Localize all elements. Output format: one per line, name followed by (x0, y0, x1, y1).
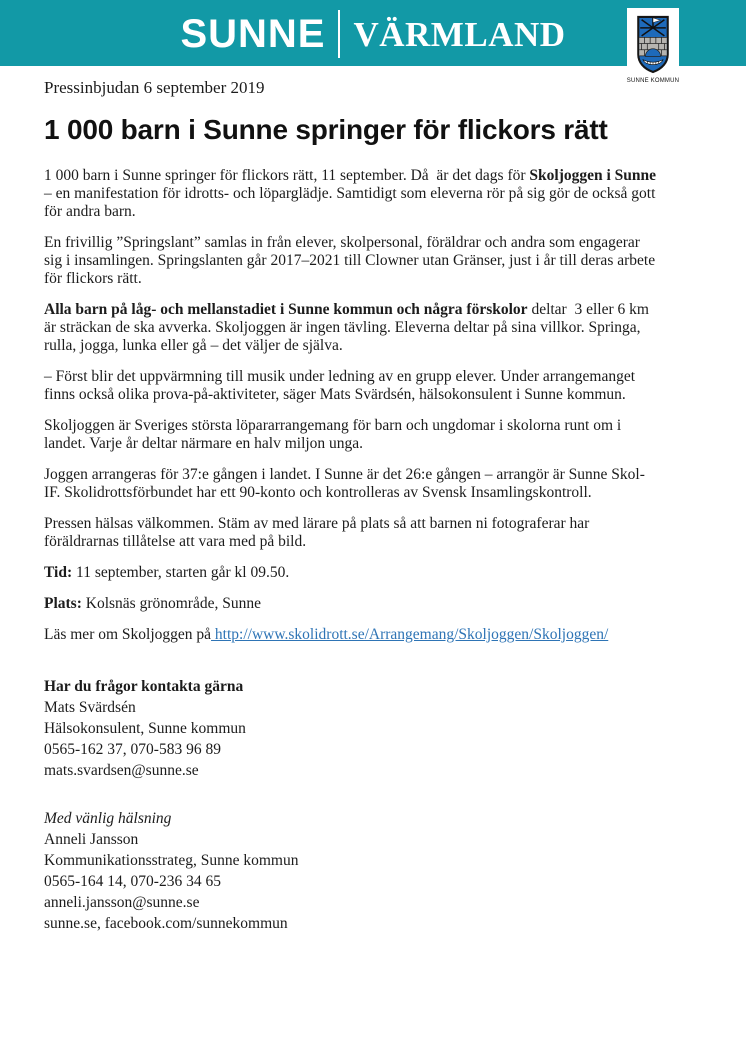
text: deltar 3 eller 6 km är sträckan de ska avverka. Skoljoggen är ingen tävling. Eleverna deltar på sina villkor. Springa, rulla, jogga, lunka eller gå – det väljer de själva. (44, 301, 653, 354)
date-line: Pressinbjudan 6 september 2019 (44, 78, 265, 97)
intro-paragraph (44, 167, 660, 221)
bold-text: Alla barn på låg- och mellanstadiet i Sunne kommun och några förskolor (44, 301, 528, 318)
logo-caption: SUNNE KOMMUN (626, 78, 680, 84)
text: 1 000 barn i Sunne springer för flickors rätt, 11 september. Då är det dags för (44, 167, 530, 184)
read-more-line (44, 626, 660, 644)
brand-sunne-text: SUNNE (180, 12, 326, 56)
brand-varmland-text: VÄRMLAND (353, 14, 566, 54)
municipality-logo (627, 8, 679, 100)
signature-block (44, 808, 660, 934)
skoljoggen-link[interactable]: http://www.skolidrott.se/Arrangemang/Skoljoggen/Skoljoggen/ (211, 626, 609, 643)
text: Joggen arrangeras för 37:e gången i landet. I Sunne är det 26:e gången – arrangör är Sunne Skol-IF. Skolidrottsförbundet har ett 90-konto och kontrolleras av Svensk Insamlingskontroll. (44, 466, 645, 501)
contact-heading: Har du frågor kontakta gärna (44, 678, 244, 695)
text: Pressen hälsas välkommen. Stäm av med lärare på plats så att barnen ni fotograferar har föräldrarnas tillåtelse att vara med på bild. (44, 515, 594, 550)
signature-lines (44, 829, 660, 934)
text: Skoljoggen är Sveriges största löpararrangemang för barn och ungdomar i skolorna runt om i landet. Varje år deltar närmare en halv miljon unga. (44, 417, 626, 452)
place-line (44, 595, 660, 613)
text: – en manifestation för idrotts- och löparglädje. Samtidigt som eleverna rör på sig gör de också gott för andra barn. (44, 167, 660, 220)
brand-lockup (180, 10, 565, 58)
text-line: Anneli Jansson (44, 831, 139, 848)
bold-text: Tid: (44, 564, 73, 581)
contact-block (44, 676, 660, 781)
text: 11 september, starten går kl 09.50. (72, 564, 290, 581)
text: Läs mer om Skoljoggen på (44, 626, 212, 643)
quote-paragraph (44, 368, 660, 404)
text: En frivillig ”Springslant” samlas in från elever, skolpersonal, föräldrar och andra som engagerar sig i insamlingen. Springslanten går 2017–2021 till Clowner utan Gränser, just i år till deras arbete för flickors rätt. (44, 234, 659, 287)
contact-lines (44, 697, 660, 781)
time-line (44, 564, 660, 582)
paragraphs-section (44, 167, 660, 644)
bold-text: Skoljoggen i Sunne (529, 167, 657, 184)
coat-of-arms-icon (634, 13, 672, 75)
text-line: mats.svardsen@sunne.se (44, 762, 199, 779)
signature-salutation: Med vänlig hälsning (44, 810, 172, 827)
text-line: 0565-162 37, 070-583 96 89 (44, 741, 221, 758)
bold-text: Plats: (44, 595, 82, 612)
springslant-paragraph (44, 234, 660, 288)
text-line: sunne.se, facebook.com/sunnekommun (44, 915, 288, 932)
skoljoggen-info-paragraph (44, 417, 660, 453)
text-line: Mats Svärdsén (44, 699, 136, 716)
press-welcome-paragraph (44, 515, 660, 551)
brand-divider (338, 10, 340, 58)
page-title: 1 000 barn i Sunne springer för flickors rätt (44, 114, 608, 145)
participants-paragraph (44, 301, 660, 355)
text-line: anneli.jansson@sunne.se (44, 894, 200, 911)
arrangement-paragraph (44, 466, 660, 502)
text-line: 0565-164 14, 070-236 34 65 (44, 873, 221, 890)
text: Kolsnäs grönområde, Sunne (81, 595, 261, 612)
text-line: Kommunikationsstrateg, Sunne kommun (44, 852, 299, 869)
text-line: Hälsokonsulent, Sunne kommun (44, 720, 246, 737)
document-body (0, 66, 746, 934)
text: – Först blir det uppvärmning till musik under ledning av en grupp elever. Under arrangemanget finns också olika prova-på-aktiviteter, säger Mats Svärdsén, hälsokonsulent i Sunne kommun. (44, 368, 639, 403)
